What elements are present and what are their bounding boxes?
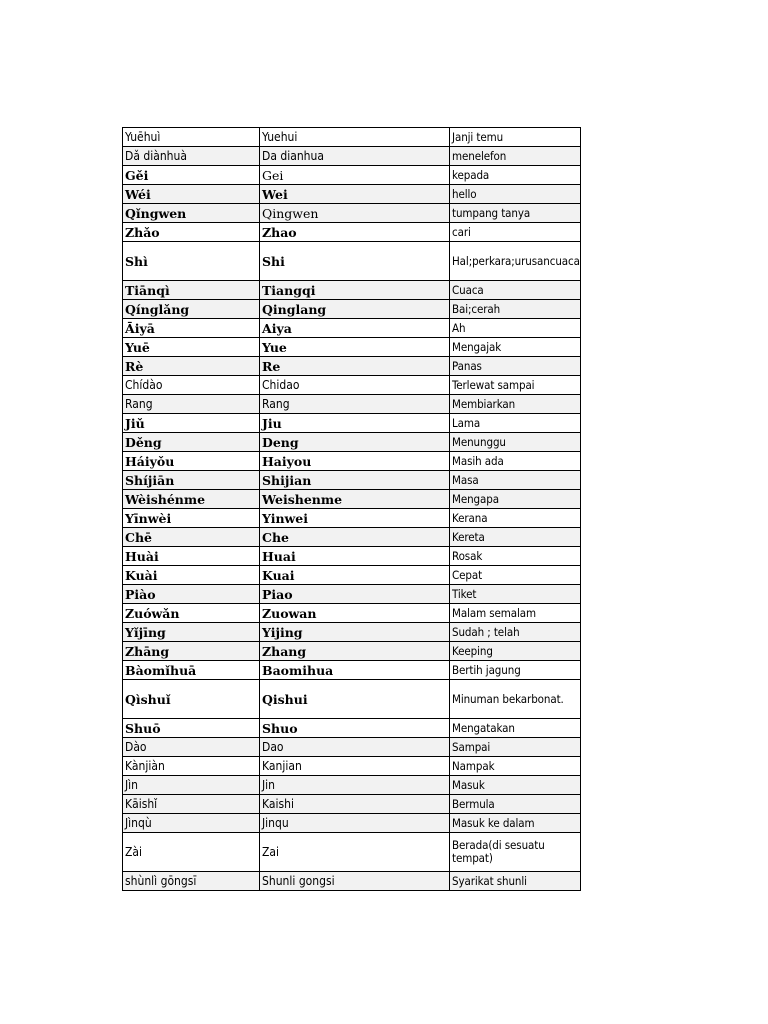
- romanized-cell: Qinglang: [260, 300, 450, 319]
- pinyin-cell: Jìn: [123, 776, 260, 795]
- meaning-cell: Mengatakan: [450, 719, 581, 738]
- romanized-cell: Shi: [260, 242, 450, 281]
- romanized-cell: Yuehui: [260, 128, 450, 147]
- table-row: [123, 338, 581, 357]
- pinyin-cell: Huài: [123, 547, 260, 566]
- table-row: [123, 585, 581, 604]
- romanized-cell: Qishui: [260, 680, 450, 719]
- table-row: [123, 281, 581, 300]
- meaning-cell: Ah: [450, 319, 581, 338]
- romanized-cell: Tiangqi: [260, 281, 450, 300]
- meaning-cell: Berada(di sesuatu tempat): [450, 833, 581, 872]
- romanized-cell: Shunli gongsi: [260, 872, 450, 891]
- romanized-cell: Dao: [260, 738, 450, 757]
- pinyin-cell: Děng: [123, 433, 260, 452]
- pinyin-cell: Dǎ diànhuà: [123, 147, 260, 166]
- pinyin-cell: Kāishǐ: [123, 795, 260, 814]
- meaning-cell: Masih ada: [450, 452, 581, 471]
- table-row: [123, 661, 581, 680]
- pinyin-cell: Dào: [123, 738, 260, 757]
- meaning-cell: Kerana: [450, 509, 581, 528]
- table-row: [123, 623, 581, 642]
- table-row: [123, 471, 581, 490]
- romanized-cell: Kaishi: [260, 795, 450, 814]
- romanized-cell: Zai: [260, 833, 450, 872]
- romanized-cell: Zuowan: [260, 604, 450, 623]
- romanized-cell: Shijian: [260, 471, 450, 490]
- pinyin-cell: Wèishénme: [123, 490, 260, 509]
- romanized-cell: Haiyou: [260, 452, 450, 471]
- table-row: [123, 833, 581, 872]
- meaning-cell: Nampak: [450, 757, 581, 776]
- meaning-cell: Malam semalam: [450, 604, 581, 623]
- romanized-cell: Jiu: [260, 414, 450, 433]
- romanized-cell: Che: [260, 528, 450, 547]
- table-row: [123, 757, 581, 776]
- pinyin-cell: Shì: [123, 242, 260, 281]
- vocabulary-table: [122, 127, 581, 891]
- meaning-cell: Bermula: [450, 795, 581, 814]
- meaning-cell: Hal;perkara;urusancuaca: [450, 242, 581, 281]
- table-row: [123, 185, 581, 204]
- table-row: [123, 204, 581, 223]
- table-row: [123, 795, 581, 814]
- meaning-cell: Masuk ke dalam: [450, 814, 581, 833]
- table-row: [123, 223, 581, 242]
- table-row: [123, 642, 581, 661]
- pinyin-cell: Yǐjīng: [123, 623, 260, 642]
- romanized-cell: Zhao: [260, 223, 450, 242]
- meaning-cell: Panas: [450, 357, 581, 376]
- table-row: [123, 300, 581, 319]
- meaning-cell: Masuk: [450, 776, 581, 795]
- table-row: [123, 414, 581, 433]
- pinyin-cell: Rè: [123, 357, 260, 376]
- meaning-cell: Syarikat shunli: [450, 872, 581, 891]
- pinyin-cell: Shuō: [123, 719, 260, 738]
- pinyin-cell: Shíjiān: [123, 471, 260, 490]
- meaning-cell: Kereta: [450, 528, 581, 547]
- pinyin-cell: Yīnwèi: [123, 509, 260, 528]
- pinyin-cell: Chídào: [123, 376, 260, 395]
- romanized-cell: Re: [260, 357, 450, 376]
- table-row: [123, 680, 581, 719]
- pinyin-cell: Kuài: [123, 566, 260, 585]
- pinyin-cell: Zài: [123, 833, 260, 872]
- table-row: [123, 509, 581, 528]
- romanized-cell: Yue: [260, 338, 450, 357]
- meaning-cell: menelefon: [450, 147, 581, 166]
- pinyin-cell: Qínglǎng: [123, 300, 260, 319]
- romanized-cell: Chidao: [260, 376, 450, 395]
- pinyin-cell: shùnlì gōngsī: [123, 872, 260, 891]
- meaning-cell: Membiarkan: [450, 395, 581, 414]
- meaning-cell: Rosak: [450, 547, 581, 566]
- pinyin-cell: Wéi: [123, 185, 260, 204]
- pinyin-cell: Jiǔ: [123, 414, 260, 433]
- table-row: [123, 357, 581, 376]
- table-row: [123, 395, 581, 414]
- romanized-cell: Yijing: [260, 623, 450, 642]
- meaning-cell: hello: [450, 185, 581, 204]
- table-row: [123, 566, 581, 585]
- meaning-cell: Lama: [450, 414, 581, 433]
- meaning-cell: Bertih jagung: [450, 661, 581, 680]
- pinyin-cell: Bàomǐhuā: [123, 661, 260, 680]
- pinyin-cell: Piào: [123, 585, 260, 604]
- pinyin-cell: Chē: [123, 528, 260, 547]
- pinyin-cell: Tiānqì: [123, 281, 260, 300]
- pinyin-cell: Gěi: [123, 166, 260, 185]
- romanized-cell: Jin: [260, 776, 450, 795]
- romanized-cell: Kanjian: [260, 757, 450, 776]
- pinyin-cell: Zhǎo: [123, 223, 260, 242]
- meaning-cell: Bai;cerah: [450, 300, 581, 319]
- romanized-cell: Wei: [260, 185, 450, 204]
- table-row: [123, 528, 581, 547]
- romanized-cell: Huai: [260, 547, 450, 566]
- romanized-cell: Da dianhua: [260, 147, 450, 166]
- pinyin-cell: Yuē: [123, 338, 260, 357]
- meaning-cell: Minuman bekarbonat.: [450, 680, 581, 719]
- meaning-cell: Cuaca: [450, 281, 581, 300]
- romanized-cell: Yinwei: [260, 509, 450, 528]
- meaning-cell: Masa: [450, 471, 581, 490]
- meaning-cell: tumpang tanya: [450, 204, 581, 223]
- meaning-cell: cari: [450, 223, 581, 242]
- pinyin-cell: Jìnqù: [123, 814, 260, 833]
- table-row: [123, 604, 581, 623]
- table-row: [123, 490, 581, 509]
- table-row: [123, 547, 581, 566]
- romanized-cell: Rang: [260, 395, 450, 414]
- meaning-cell: kepada: [450, 166, 581, 185]
- pinyin-cell: Qǐngwen: [123, 204, 260, 223]
- romanized-cell: Shuo: [260, 719, 450, 738]
- pinyin-cell: Háiyǒu: [123, 452, 260, 471]
- meaning-cell: Sampai: [450, 738, 581, 757]
- meaning-cell: Sudah ; telah: [450, 623, 581, 642]
- romanized-cell: Deng: [260, 433, 450, 452]
- romanized-cell: Weishenme: [260, 490, 450, 509]
- vocabulary-table-body: [123, 128, 581, 891]
- romanized-cell: Aiya: [260, 319, 450, 338]
- table-row: [123, 242, 581, 281]
- romanized-cell: Qingwen: [260, 204, 450, 223]
- romanized-cell: Gei: [260, 166, 450, 185]
- table-row: [123, 776, 581, 795]
- table-row: [123, 147, 581, 166]
- romanized-cell: Zhang: [260, 642, 450, 661]
- meaning-cell: Keeping: [450, 642, 581, 661]
- table-row: [123, 376, 581, 395]
- meaning-cell: Janji temu: [450, 128, 581, 147]
- meaning-cell: Menunggu: [450, 433, 581, 452]
- table-row: [123, 872, 581, 891]
- romanized-cell: Piao: [260, 585, 450, 604]
- pinyin-cell: Yuēhuì: [123, 128, 260, 147]
- romanized-cell: Jinqu: [260, 814, 450, 833]
- pinyin-cell: Qìshuǐ: [123, 680, 260, 719]
- pinyin-cell: Zuówǎn: [123, 604, 260, 623]
- table-row: [123, 128, 581, 147]
- meaning-cell: Tiket: [450, 585, 581, 604]
- meaning-cell: Mengapa: [450, 490, 581, 509]
- pinyin-cell: Zhāng: [123, 642, 260, 661]
- meaning-cell: Cepat: [450, 566, 581, 585]
- romanized-cell: Baomihua: [260, 661, 450, 680]
- table-row: [123, 433, 581, 452]
- table-row: [123, 719, 581, 738]
- table-row: [123, 166, 581, 185]
- table-row: [123, 452, 581, 471]
- pinyin-cell: Rang: [123, 395, 260, 414]
- table-row: [123, 738, 581, 757]
- romanized-cell: Kuai: [260, 566, 450, 585]
- pinyin-cell: Āiyā: [123, 319, 260, 338]
- meaning-cell: Terlewat sampai: [450, 376, 581, 395]
- table-row: [123, 319, 581, 338]
- table-row: [123, 814, 581, 833]
- pinyin-cell: Kànjiàn: [123, 757, 260, 776]
- meaning-cell: Mengajak: [450, 338, 581, 357]
